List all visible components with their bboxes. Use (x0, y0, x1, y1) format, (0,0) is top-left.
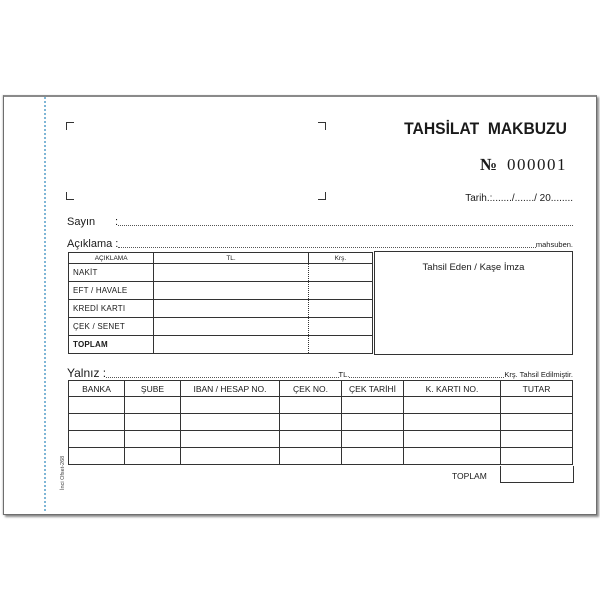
bank-details-table (68, 380, 573, 465)
amount-currency-label: TL. (338, 370, 350, 379)
payment-krs-cell[interactable] (308, 264, 372, 282)
iban-cell[interactable] (181, 431, 280, 448)
check-date-cell[interactable] (342, 431, 404, 448)
check-no-cell[interactable] (280, 397, 342, 414)
amount-tl-dotted-line[interactable] (106, 376, 338, 378)
payment-krs-cell[interactable] (308, 282, 372, 300)
payment-row-cash (69, 264, 373, 282)
payment-tl-cell[interactable] (154, 264, 309, 282)
bank-total-box[interactable] (500, 466, 574, 483)
bank-header-branch: ŞUBE (125, 381, 181, 397)
bank-header-card-no: K. KARTI NO. (404, 381, 501, 397)
check-date-cell[interactable] (342, 414, 404, 431)
bank-cell[interactable] (69, 448, 125, 465)
payment-method-label: NAKİT (69, 264, 154, 282)
date-field[interactable]: Tarih.:......./......./ 20........ (465, 193, 573, 204)
iban-cell[interactable] (181, 414, 280, 431)
card-no-cell[interactable] (404, 431, 501, 448)
check-no-cell[interactable] (280, 414, 342, 431)
bank-header-bank: BANKA (69, 381, 125, 397)
payment-total-krs-cell[interactable] (308, 336, 372, 354)
check-date-cell[interactable] (342, 397, 404, 414)
payment-table (68, 252, 373, 354)
bank-cell[interactable] (69, 431, 125, 448)
payment-header-description: AÇIKLAMA (69, 253, 154, 264)
amount-in-words-field[interactable] (67, 366, 573, 380)
amount-cell[interactable] (501, 414, 573, 431)
payment-total-tl-cell[interactable] (154, 336, 309, 354)
bank-header-check-no: ÇEK NO. (280, 381, 342, 397)
payment-method-label: ÇEK / SENET (69, 318, 154, 336)
payment-krs-cell[interactable] (308, 318, 372, 336)
branch-cell[interactable] (125, 431, 181, 448)
recipient-separator: : (115, 216, 119, 228)
signature-stamp-box[interactable] (374, 251, 573, 355)
payment-row-total (69, 336, 373, 354)
payment-method-label: EFT / HAVALE (69, 282, 154, 300)
bank-row (69, 448, 573, 465)
bank-header-iban: IBAN / HESAP NO. (181, 381, 280, 397)
card-no-cell[interactable] (404, 414, 501, 431)
recipient-field[interactable] (67, 216, 573, 228)
receipt-number (480, 155, 567, 175)
address-corner-mark-bottom-right (318, 192, 326, 200)
payment-total-label: TOPLAM (69, 336, 154, 354)
payment-header-krs: Krş. (308, 253, 372, 264)
card-no-cell[interactable] (404, 397, 501, 414)
signature-label: Tahsil Eden / Kaşe İmza (422, 262, 525, 273)
bank-row (69, 397, 573, 414)
address-corner-mark-top-right (318, 122, 326, 130)
bank-row (69, 431, 573, 448)
payment-tl-cell[interactable] (154, 300, 309, 318)
recipient-dotted-line[interactable] (118, 224, 573, 226)
amount-in-words-label: Yalnız : (67, 366, 107, 380)
iban-cell[interactable] (181, 448, 280, 465)
amount-suffix: Krş. Tahsil Edilmiştir. (504, 370, 573, 379)
bank-total-label: TOPLAM (452, 471, 487, 481)
iban-cell[interactable] (181, 397, 280, 414)
address-corner-mark-bottom-left (66, 192, 74, 200)
amount-cell[interactable] (501, 431, 573, 448)
payment-tl-cell[interactable] (154, 282, 309, 300)
branch-cell[interactable] (125, 414, 181, 431)
perforation-line (44, 97, 46, 511)
payment-row-check (69, 318, 373, 336)
amount-cell[interactable] (501, 397, 573, 414)
bank-cell[interactable] (69, 414, 125, 431)
payment-method-label: KREDİ KARTI (69, 300, 154, 318)
description-field[interactable] (67, 238, 573, 250)
payment-header-tl: TL. (154, 253, 309, 264)
branch-cell[interactable] (125, 397, 181, 414)
bank-row (69, 414, 573, 431)
description-dotted-line[interactable] (118, 246, 536, 248)
check-no-cell[interactable] (280, 448, 342, 465)
check-no-cell[interactable] (280, 431, 342, 448)
receipt-number-value: 000001 (507, 155, 567, 174)
bank-cell[interactable] (69, 397, 125, 414)
amount-cell[interactable] (501, 448, 573, 465)
bank-header-check-date: ÇEK TARİHİ (342, 381, 404, 397)
form-title: TAHSİLAT MAKBUZU (404, 119, 567, 138)
description-label: Açıklama : (67, 238, 119, 250)
payment-row-eft (69, 282, 373, 300)
description-suffix: mahsuben. (535, 240, 573, 249)
payment-tl-cell[interactable] (154, 318, 309, 336)
payment-krs-cell[interactable] (308, 300, 372, 318)
recipient-label: Sayın (67, 216, 96, 228)
amount-krs-dotted-line[interactable] (349, 376, 504, 378)
branch-cell[interactable] (125, 448, 181, 465)
address-corner-mark-top-left (66, 122, 74, 130)
card-no-cell[interactable] (404, 448, 501, 465)
check-date-cell[interactable] (342, 448, 404, 465)
payment-row-credit-card (69, 300, 373, 318)
bank-header-amount: TUTAR (501, 381, 573, 397)
numero-sign-icon: № (479, 155, 497, 174)
printer-mark: İnci Ofset-268 (60, 455, 66, 490)
